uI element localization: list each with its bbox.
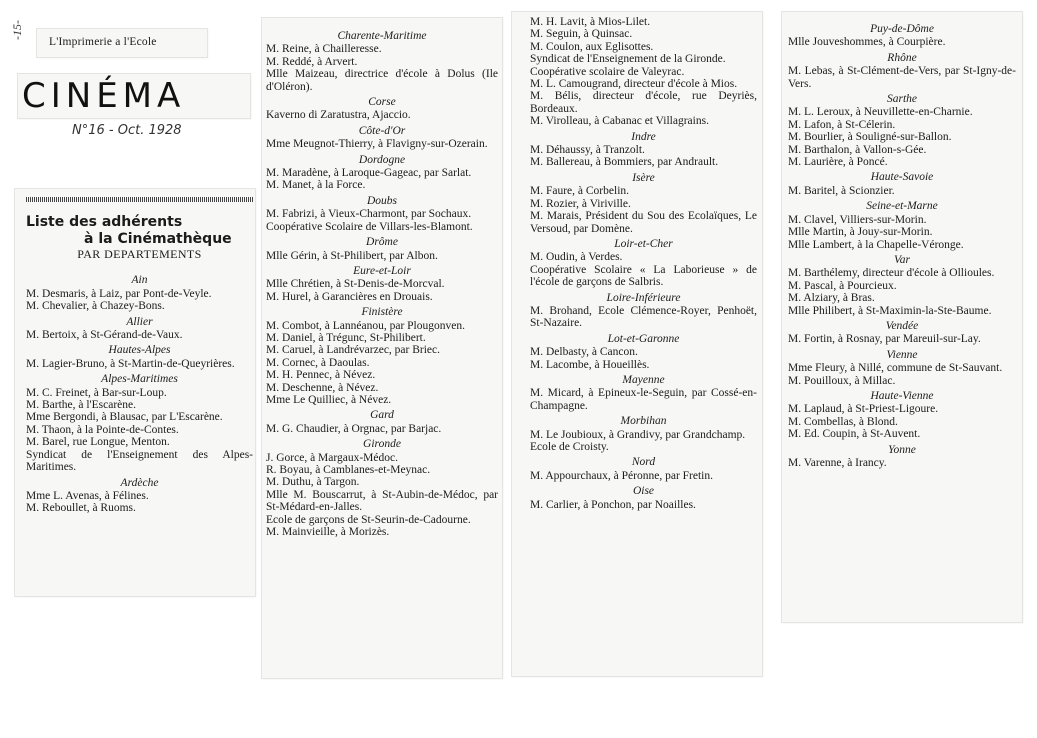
- member-entry: M. H. Lavit, à Mios-Lilet.: [530, 16, 651, 28]
- member-entry: Mlle Jouveshommes, à Courpière.: [788, 36, 946, 49]
- department-heading: Seine-et-Marne: [866, 200, 938, 213]
- department-heading: Ain: [131, 274, 148, 287]
- member-entry: M. Caruel, à Landrévarzec, par Briec.: [266, 344, 441, 357]
- department-heading: Nord: [631, 456, 656, 469]
- member-entry: M. Laplaud, à St-Priest-Ligoure.: [788, 403, 939, 416]
- member-entry: M. Coulon, aux Eglisottes.: [530, 40, 654, 53]
- member-entry: Mme Bergondi, à Blausac, par L'Escarène.: [26, 411, 223, 424]
- member-entry: M. Mainvieille, à Morizès.: [266, 526, 390, 539]
- member-entry: M. Thaon, à la Pointe-de-Contes.: [26, 423, 179, 436]
- department-heading: Lot-et-Garonne: [607, 332, 680, 345]
- member-entry: M. Barthélemy, directeur d'école à Ollioules.: [788, 267, 995, 280]
- member-entry: M. Reddé, à Arvert.: [266, 55, 358, 68]
- member-entry: M. Maradène, à Laroque-Gageac, par Sarlat.: [266, 167, 472, 180]
- department-heading: Vienne: [886, 348, 918, 361]
- member-entry: M. Manet, à la Force.: [266, 179, 366, 192]
- member-entry: M. Combot, à Lannéanou, par Plougonven.: [266, 319, 465, 332]
- member-entry: M. L. Camougrand, directeur d'école à Mios.: [530, 78, 738, 91]
- column-4: [782, 12, 1022, 622]
- department-heading: Allier: [126, 315, 153, 328]
- column-3-body: [530, 16, 757, 511]
- member-entry: M. Fabrizi, à Vieux-Charmont, par Sochaux.: [266, 208, 472, 221]
- member-entry: M. Clavel, Villiers-sur-Morin.: [788, 213, 927, 226]
- list-title-line-1: Liste des adhérents: [26, 214, 183, 230]
- department-heading: Loir-et-Cher: [614, 237, 673, 250]
- member-entry: Syndicat de l'Enseignement de la Gironde.: [530, 53, 726, 66]
- member-entry: Mlle Gérin, à St-Philibert, par Albon.: [266, 249, 438, 262]
- member-entry: M. Desmaris, à Laiz, par Pont-de-Veyle.: [26, 287, 212, 300]
- department-heading: Oise: [632, 485, 655, 498]
- department-heading: Dordogne: [358, 153, 406, 166]
- member-entry: M. Reine, à Chailleresse.: [266, 43, 382, 56]
- department-heading: Côte-d'Or: [358, 124, 406, 137]
- member-entry: M. Le Joubioux, à Grandivy, par Grandchamp.: [530, 428, 746, 441]
- member-entry: J. Gorce, à Margaux-Médoc.: [266, 451, 398, 464]
- member-entry: M. Cornec, à Daoulas.: [266, 356, 370, 369]
- member-entry: Mlle Maizeau, directrice d'école à Dolus (Ile d'Oléron).: [266, 68, 498, 93]
- department-heading: Indre: [631, 130, 656, 143]
- department-heading: Haute-Vienne: [870, 389, 934, 402]
- department-heading: Vendée: [885, 319, 919, 332]
- member-entry: M. Seguin, à Quinsac.: [530, 28, 633, 41]
- member-entry: M. Ballereau, à Bommiers, par Andrault.: [530, 156, 719, 169]
- header-title: L'Imprimerie a l'Ecole: [49, 36, 157, 48]
- member-entry: Mlle Philibert, à St-Maximin-la-Ste-Baume.: [788, 304, 992, 317]
- member-entry: M. Déhaussy, à Tranzolt.: [530, 144, 645, 157]
- member-entry: M. Ed. Coupin, à St-Auvent.: [788, 428, 921, 441]
- member-entry: M. C. Freinet, à Bar-sur-Loup.: [26, 386, 167, 399]
- member-entry: Mme Meugnot-Thierry, à Flavigny-sur-Ozerain.: [266, 138, 488, 151]
- member-entry: M. Chevalier, à Chazey-Bons.: [26, 300, 165, 313]
- member-entry: M. Duthu, à Targon.: [266, 476, 360, 489]
- member-entry: Mlle Martin, à Jouy-sur-Morin.: [788, 226, 933, 239]
- member-entry: M. Barel, rue Longue, Menton.: [26, 436, 170, 449]
- member-entry: M. Brohand, Ecole Clémence-Royer, Penhoët, St-Nazaire.: [530, 304, 757, 330]
- member-entry: Mme Fleury, à Nillé, commune de St-Sauvant.: [788, 362, 1003, 375]
- department-heading: Morbihan: [620, 415, 667, 428]
- department-heading: Drôme: [366, 236, 398, 249]
- department-heading: Doubs: [366, 194, 398, 207]
- department-heading: Yonne: [888, 443, 916, 456]
- member-entry: M. Lafon, à St-Célerin.: [788, 118, 896, 131]
- member-entry: M. Virolleau, à Cabanac et Villagrains.: [530, 115, 709, 128]
- department-heading: Gard: [370, 409, 394, 422]
- column-4-body: [788, 20, 1016, 469]
- member-entry: M. Hurel, à Garancières en Drouais.: [266, 290, 433, 303]
- member-entry: Ecole de Croisty.: [530, 441, 609, 453]
- department-heading: Loire-Inférieure: [606, 291, 681, 304]
- member-entry: M. Bélis, directeur d'école, rue Deyriès, Bordeaux.: [530, 90, 757, 115]
- department-heading: Alpes-Maritimes: [101, 373, 178, 386]
- member-entry: M. Barthalon, à Vallon-s-Gée.: [788, 143, 927, 156]
- department-heading: Gironde: [363, 438, 401, 451]
- member-entry: M. Reboullet, à Ruoms.: [26, 502, 136, 515]
- page-number: -15-: [10, 20, 24, 40]
- member-entry: M. Marais, Président du Sou des Ecolaïques, Le Versoud, par Domène.: [530, 210, 757, 235]
- member-entry: Syndicat de l'Enseignement des Alpes-Maritimes.: [26, 448, 253, 474]
- header-clipping: [37, 29, 207, 57]
- column-2-body: [266, 27, 498, 538]
- department-heading: Mayenne: [622, 373, 665, 386]
- department-heading: Rhône: [887, 51, 917, 64]
- member-entry: M. Deschenne, à Névez.: [266, 381, 379, 394]
- member-entry: M. Pascal, à Pourcieux.: [788, 279, 897, 292]
- member-entry: M. Barthe, à l'Escarène.: [26, 399, 136, 412]
- member-entry: M. Micard, à Epineux-le-Seguin, par Cossé-en-Champagne.: [530, 387, 757, 412]
- member-entry: M. Daniel, à Trégunc, St-Philibert.: [266, 331, 426, 344]
- member-entry: M. Bertoix, à St-Gérand-de-Vaux.: [26, 329, 183, 342]
- department-heading: Charente-Maritime: [337, 30, 427, 42]
- column-1-body: [26, 274, 253, 514]
- magazine-clipping: [18, 74, 250, 118]
- column-2: [262, 18, 502, 678]
- member-entry: M. Carlier, à Ponchon, par Noailles.: [530, 498, 696, 511]
- member-entry: M. Fortin, à Rosnay, par Mareuil-sur-Lay.: [788, 333, 981, 346]
- member-entry: Mme Le Quilliec, à Névez.: [266, 393, 392, 406]
- member-entry: M. Combellas, à Blond.: [788, 415, 898, 428]
- member-entry: M. Lacombe, à Houeillès.: [530, 358, 650, 371]
- department-heading: Hautes-Alpes: [108, 344, 171, 357]
- department-heading: Var: [894, 253, 910, 266]
- member-entry: M. G. Chaudier, à Orgnac, par Barjac.: [266, 422, 442, 435]
- member-entry: M. Faure, à Corbelin.: [530, 185, 630, 198]
- magazine-title: CINÉMA: [22, 76, 186, 116]
- member-entry: Coopérative Scolaire de Villars-les-Blamont.: [266, 220, 473, 233]
- column-3: [512, 12, 762, 676]
- department-heading: Puy-de-Dôme: [870, 23, 934, 35]
- decorative-rule: [26, 197, 253, 202]
- department-heading: Finistère: [361, 306, 403, 319]
- department-heading: Isère: [632, 171, 655, 184]
- member-entry: M. Laurière, à Poncé.: [788, 156, 888, 169]
- list-subtitle: PAR DEPARTEMENTS: [77, 247, 202, 261]
- member-entry: M. Rozier, à Viriville.: [530, 197, 631, 210]
- member-entry: M. Oudin, à Verdes.: [530, 251, 623, 264]
- member-entry: M. Appourchaux, à Péronne, par Fretin.: [530, 469, 714, 482]
- handwritten-note: N°16 - Oct. 1928: [72, 123, 182, 138]
- member-entry: Mlle Chrétien, à St-Denis-de-Morcval.: [266, 278, 445, 291]
- member-entry: M. L. Leroux, à Neuvillette-en-Charnie.: [788, 106, 973, 119]
- member-entry: M. Alziary, à Bras.: [788, 292, 875, 305]
- member-entry: M. Bourlier, à Souligné-sur-Ballon.: [788, 131, 952, 144]
- department-heading: Corse: [368, 96, 396, 109]
- department-heading: Sarthe: [886, 93, 918, 106]
- member-entry: M. Varenne, à Irancy.: [788, 457, 887, 469]
- member-entry: M. Delbasty, à Cancon.: [530, 346, 638, 359]
- member-entry: Coopérative scolaire de Valeyrac.: [530, 65, 685, 78]
- member-entry: M. Pouilloux, à Millac.: [788, 374, 896, 387]
- member-entry: Kaverno di Zaratustra, Ajaccio.: [266, 109, 411, 122]
- department-heading: Haute-Savoie: [870, 171, 934, 184]
- member-entry: Mme L. Avenas, à Félines.: [26, 489, 149, 502]
- member-entry: M. Lagier-Bruno, à St-Martin-de-Queyrières.: [26, 357, 235, 370]
- member-entry: Mlle M. Bouscarrut, à St-Aubin-de-Médoc, par St-Médard-en-Jalles.: [266, 488, 498, 514]
- column-1: [15, 189, 255, 596]
- member-entry: R. Boyau, à Camblanes-et-Meynac.: [266, 464, 431, 476]
- member-entry: M. H. Pennec, à Névez.: [266, 369, 376, 382]
- department-heading: Eure-et-Loir: [353, 264, 411, 277]
- member-entry: Coopérative Scolaire « La Laborieuse » de l'école de garçons de Salbris.: [530, 263, 757, 289]
- member-entry: M. Lebas, à St-Clément-de-Vers, par St-Igny-de-Vers.: [788, 65, 1016, 90]
- list-title: [26, 214, 253, 248]
- list-title-line-2: à la Cinémathèque: [84, 231, 232, 247]
- department-heading: Ardèche: [120, 476, 159, 489]
- member-entry: M. Baritel, à Scionzier.: [788, 184, 895, 197]
- member-entry: Ecole de garçons de St-Seurin-de-Cadourne.: [266, 513, 471, 526]
- member-entry: Mlle Lambert, à la Chapelle-Véronge.: [788, 238, 964, 251]
